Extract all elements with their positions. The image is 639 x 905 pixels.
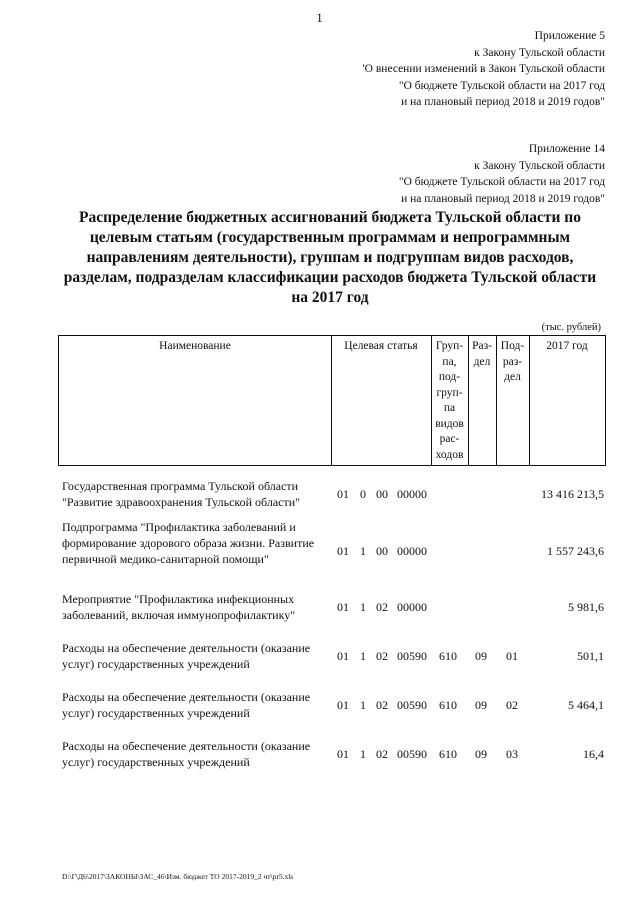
table-header <box>58 335 606 466</box>
header-target-article: Целевая статья <box>344 340 418 352</box>
target-program-code: 01 <box>337 544 349 558</box>
target-subprogram-code: 1 <box>360 600 366 614</box>
target-subprogram-code: 1 <box>360 698 366 712</box>
amount-2017: 5 981,6 <box>568 600 604 614</box>
annex-14-line: и на плановый период 2018 и 2019 годов" <box>401 192 605 205</box>
annex-14-line: Приложение 14 <box>528 143 605 155</box>
annex-14-header <box>399 141 605 207</box>
amount-2017: 5 464,1 <box>568 698 604 712</box>
annex-5-line: к Закону Тульской области <box>474 46 605 59</box>
title-line: целевым статьям (государственным программам и непрограммным <box>89 229 571 246</box>
row-name: Расходы на обеспечение деятельности (оказание услуг) государственных учреждений <box>62 739 311 769</box>
target-direction-code: 00590 <box>397 747 427 761</box>
target-activity-code: 00 <box>376 487 388 501</box>
target-direction-code: 00590 <box>397 649 427 663</box>
page-number: 1 <box>316 10 323 25</box>
column-divider <box>529 336 530 465</box>
subsection-code: 02 <box>506 698 518 712</box>
section-code: 09 <box>475 747 487 761</box>
target-program-code: 01 <box>337 747 349 761</box>
row-name: Расходы на обеспечение деятельности (оказание услуг) государственных учреждений <box>62 690 311 720</box>
units-label: (тыс. рублей) <box>541 322 601 333</box>
amount-2017: 16,4 <box>583 747 604 761</box>
target-program-code: 01 <box>337 649 349 663</box>
expense-group-code: 610 <box>439 698 457 712</box>
target-subprogram-code: 1 <box>360 747 366 761</box>
amount-2017: 1 557 243,6 <box>547 544 604 558</box>
target-direction-code: 00000 <box>397 544 427 558</box>
target-direction-code: 00000 <box>397 487 427 501</box>
annex-5-line: "О бюджете Тульской области на 2017 год <box>398 79 605 92</box>
title-line: на 2017 год <box>291 289 369 306</box>
target-subprogram-code: 1 <box>360 649 366 663</box>
subsection-code: 03 <box>506 747 518 761</box>
header-expense-group: Груп- па, под- груп- па видов рас- ходов <box>435 340 464 461</box>
header-section: Раз- дел <box>472 340 492 368</box>
section-code: 09 <box>475 698 487 712</box>
header-name: Наименование <box>159 340 231 352</box>
annex-5-line: Приложение 5 <box>534 30 605 42</box>
expense-group-code: 610 <box>439 747 457 761</box>
target-program-code: 01 <box>337 487 349 501</box>
target-activity-code: 02 <box>376 649 388 663</box>
file-path-footer: D:\Г\Д6\2017\ЗАКОНЫ\ЗАС_46\Изм. бюджет ТО 2017-2019_2 чт\pr5.xls <box>62 872 294 881</box>
row-name: Мероприятие "Профилактика инфекционных заболеваний, включая иммунопрофилактику" <box>62 592 296 622</box>
target-subprogram-code: 1 <box>360 544 366 558</box>
row-name: Подпрограмма "Профилактика заболеваний и формирование здорового образа жизни. Развитие первичной медико-санитарной помощи" <box>62 520 315 566</box>
title-line: разделам, подразделам классификации расходов бюджета Тульской области <box>63 269 597 286</box>
title-line: Распределение бюджетных ассигнований бюджета Тульской области по <box>79 209 581 226</box>
target-direction-code: 00000 <box>397 600 427 614</box>
column-divider <box>331 336 332 465</box>
target-activity-code: 02 <box>376 600 388 614</box>
amount-2017: 501,1 <box>577 649 604 663</box>
subsection-code: 01 <box>506 649 518 663</box>
title-line: направлениям деятельности), группам и подгруппам видов расходов, <box>86 249 574 266</box>
row-name: Государственная программа Тульской области "Развитие здравоохранения Тульской области" <box>62 479 301 509</box>
target-activity-code: 02 <box>376 698 388 712</box>
annex-14-line: "О бюджете Тульской области на 2017 год <box>398 176 605 188</box>
amount-2017: 13 416 213,5 <box>541 487 604 501</box>
expense-group-code: 610 <box>439 649 457 663</box>
annex-5-header <box>363 28 605 111</box>
header-year-2017: 2017 год <box>546 340 588 352</box>
section-code: 09 <box>475 649 487 663</box>
target-activity-code: 02 <box>376 747 388 761</box>
annex-5-line: 'О внесении изменений в Закон Тульской области <box>362 63 605 75</box>
document-title <box>40 208 620 308</box>
target-program-code: 01 <box>337 600 349 614</box>
target-subprogram-code: 0 <box>360 487 366 501</box>
target-direction-code: 00590 <box>397 698 427 712</box>
target-activity-code: 00 <box>376 544 388 558</box>
row-name: Расходы на обеспечение деятельности (оказание услуг) государственных учреждений <box>62 641 311 671</box>
target-program-code: 01 <box>337 698 349 712</box>
annex-5-line: и на плановый период 2018 и 2019 годов" <box>401 96 605 108</box>
annex-14-line: к Закону Тульской области <box>474 159 605 172</box>
header-subsection: Под- раз- дел <box>500 340 525 383</box>
